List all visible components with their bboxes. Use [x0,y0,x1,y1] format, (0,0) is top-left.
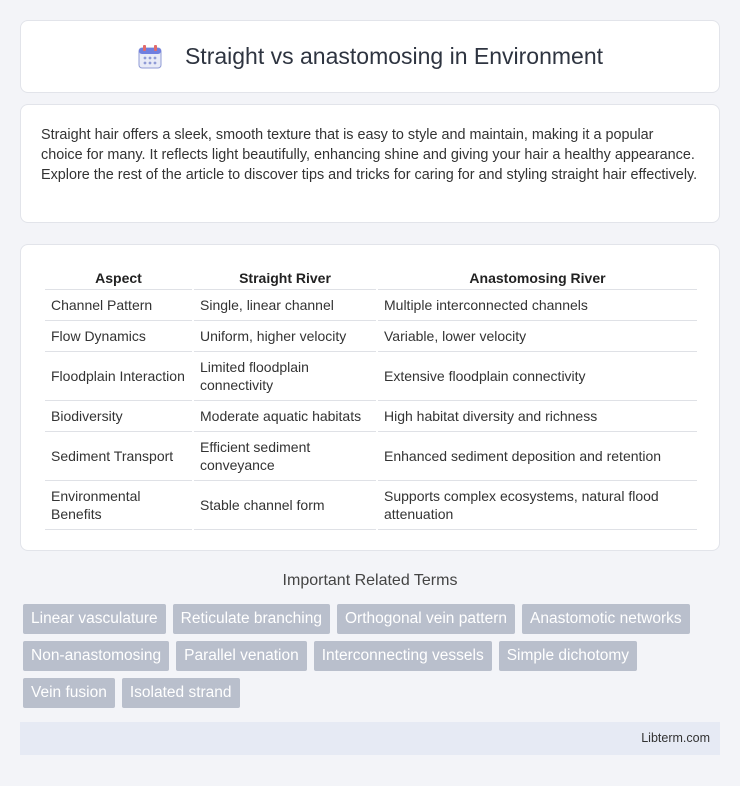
column-header: Straight River [194,265,376,290]
table-cell: Sediment Transport [45,432,192,481]
table-row [45,321,697,352]
table-cell: Single, linear channel [194,290,376,321]
page-title: Straight vs anastomosing in Environment [184,43,604,69]
table-cell: Floodplain Interaction [45,352,192,401]
table-row [45,432,697,481]
intro-text: Straight hair offers a sleek, smooth texture that is easy to style and maintain, making it a popular choice for many. It reflects light beautifully, enhancing shine and giving your hair a healthy appearance. Explore the rest of the article to discover tips and tricks for caring for and styling straight hair effectively. [41,127,698,183]
footer [20,722,720,755]
footer-site-link[interactable]: Libterm.com [641,731,710,745]
table-row [45,290,697,321]
related-term-tag[interactable]: Orthogonal vein pattern [337,604,515,634]
header-card [20,20,720,93]
related-term-tag[interactable]: Parallel venation [176,641,307,671]
table-cell: Extensive floodplain connectivity [378,352,697,401]
column-header: Anastomosing River [378,265,697,290]
related-terms-title: Important Related Terms [282,572,458,589]
related-term-tag[interactable]: Simple dichotomy [499,641,637,671]
table-cell: Channel Pattern [45,290,192,321]
table-row [45,352,697,401]
table-cell: High habitat diversity and richness [378,401,697,432]
table-cell: Uniform, higher velocity [194,321,376,352]
calendar-icon [137,44,163,70]
related-term-tag[interactable]: Anastomotic networks [522,604,690,634]
table-cell: Environmental Benefits [45,481,192,530]
related-term-tag[interactable]: Interconnecting vessels [314,641,492,671]
table-row [45,401,697,432]
comparison-table [43,265,699,530]
table-cell: Efficient sediment conveyance [194,432,376,481]
column-header: Aspect [45,265,192,290]
related-term-tag[interactable]: Isolated strand [122,678,240,708]
table-cell: Supports complex ecosystems, natural flood attenuation [378,481,697,530]
intro-card [20,104,720,223]
table-cell: Enhanced sediment deposition and retention [378,432,697,481]
related-term-tag[interactable]: Reticulate branching [173,604,330,634]
comparison-card [20,244,720,551]
table-cell: Moderate aquatic habitats [194,401,376,432]
related-term-tag[interactable]: Non-anastomosing [23,641,169,671]
table-cell: Limited floodplain connectivity [194,352,376,401]
table-row [45,481,697,530]
table-cell: Multiple interconnected channels [378,290,697,321]
table-cell: Flow Dynamics [45,321,192,352]
related-terms-list [23,604,723,708]
table-cell: Stable channel form [194,481,376,530]
related-term-tag[interactable]: Vein fusion [23,678,115,708]
table-cell: Variable, lower velocity [378,321,697,352]
related-term-tag[interactable]: Linear vasculature [23,604,166,634]
table-cell: Biodiversity [45,401,192,432]
table-header-row [45,265,697,290]
